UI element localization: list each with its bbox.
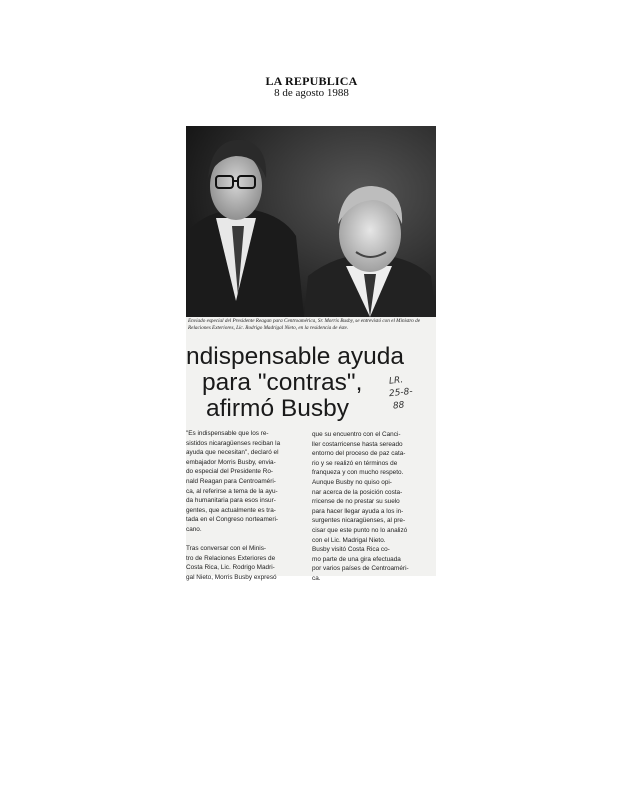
newspaper-clipping	[186, 126, 436, 582]
article-line: tro de Relaciones Exteriores de	[186, 554, 276, 562]
article-line: surgentes nicaragüenses, al pre-	[312, 517, 406, 525]
article-line: cisar que este punto no lo analizó	[312, 526, 408, 534]
article-line: sistidos nicaragüenses reciban la	[186, 439, 281, 447]
article-line: por varios países de Centroaméri-	[312, 565, 409, 573]
headline-line-2: para "contras",	[202, 369, 363, 396]
article-line: Busby visitó Costa Rica co-	[312, 546, 390, 554]
handwritten-note-3: 88	[392, 400, 405, 412]
article-line: rio y se realizó en términos de	[312, 459, 398, 467]
news-photo	[186, 126, 436, 317]
article-line: franqueza y con mucho respeto.	[312, 469, 404, 477]
article-line: mo parte de una gira efectuada	[312, 555, 401, 563]
article-line: tada en el Congreso norteameri-	[186, 516, 279, 524]
article-line: que su encuentro con el Canci-	[312, 431, 401, 438]
article-line: cano.	[186, 525, 202, 533]
article-line: do especial del Presidente Ro-	[186, 468, 274, 476]
article-line: con el Lic. Madrigal Nieto.	[312, 536, 386, 544]
publication-date: 8 de agosto 1988	[274, 87, 349, 99]
article-line: ca.	[312, 574, 321, 582]
article-line: da humanitaria para esos insur-	[186, 497, 276, 505]
article-line: entorno del proceso de paz cata-	[312, 450, 406, 458]
article-line: Aunque Busby no quiso opi-	[312, 478, 392, 486]
article-line: para hacer llegar ayuda a los in-	[312, 507, 404, 515]
headline-line-3: afirmó Busby	[206, 395, 349, 422]
article-line: ller costarricense hasta sereado	[312, 440, 403, 448]
article-line	[186, 535, 304, 545]
article-line: gal Nieto, Morris Busby expresó	[186, 573, 277, 581]
article-column-left	[186, 429, 304, 583]
article-line: embajador Morris Busby, envia-	[186, 458, 276, 466]
article-line: ayuda que necesitan", declaró el	[186, 449, 279, 457]
handwritten-note-1: LR.	[388, 375, 404, 387]
article-line: rricense de no prestar su suelo	[312, 498, 400, 506]
article-line: Costa Rica, Lic. Rodrigo Madri-	[186, 564, 275, 572]
publication-name: LA REPUBLICA	[265, 74, 358, 88]
handwritten-note-2: 25-8-	[388, 386, 414, 400]
article-line: ca, al referirse a tema de la ayu-	[186, 487, 278, 495]
headline-line-1: ndispensable ayuda	[186, 343, 404, 370]
article-column-right	[312, 430, 436, 584]
article-line: Tras conversar con el Minis-	[186, 545, 267, 553]
article-line: nald Reagan para Centroaméri-	[186, 477, 276, 485]
photo-caption: Enviado especial del Presidente Reagan para Centroamérica, Sr. Morris Busby, se entrevistó con el Ministro de Relaciones Exteriores, Lic. Rodrigo Madrigal Nieto, en la residencia de éste.	[188, 318, 421, 331]
article-line: gentes, que actualmente es tra-	[186, 506, 276, 514]
article-line: "Es indispensable que los re-	[186, 430, 269, 437]
article-line: nar acerca de la posición costa-	[312, 488, 403, 496]
